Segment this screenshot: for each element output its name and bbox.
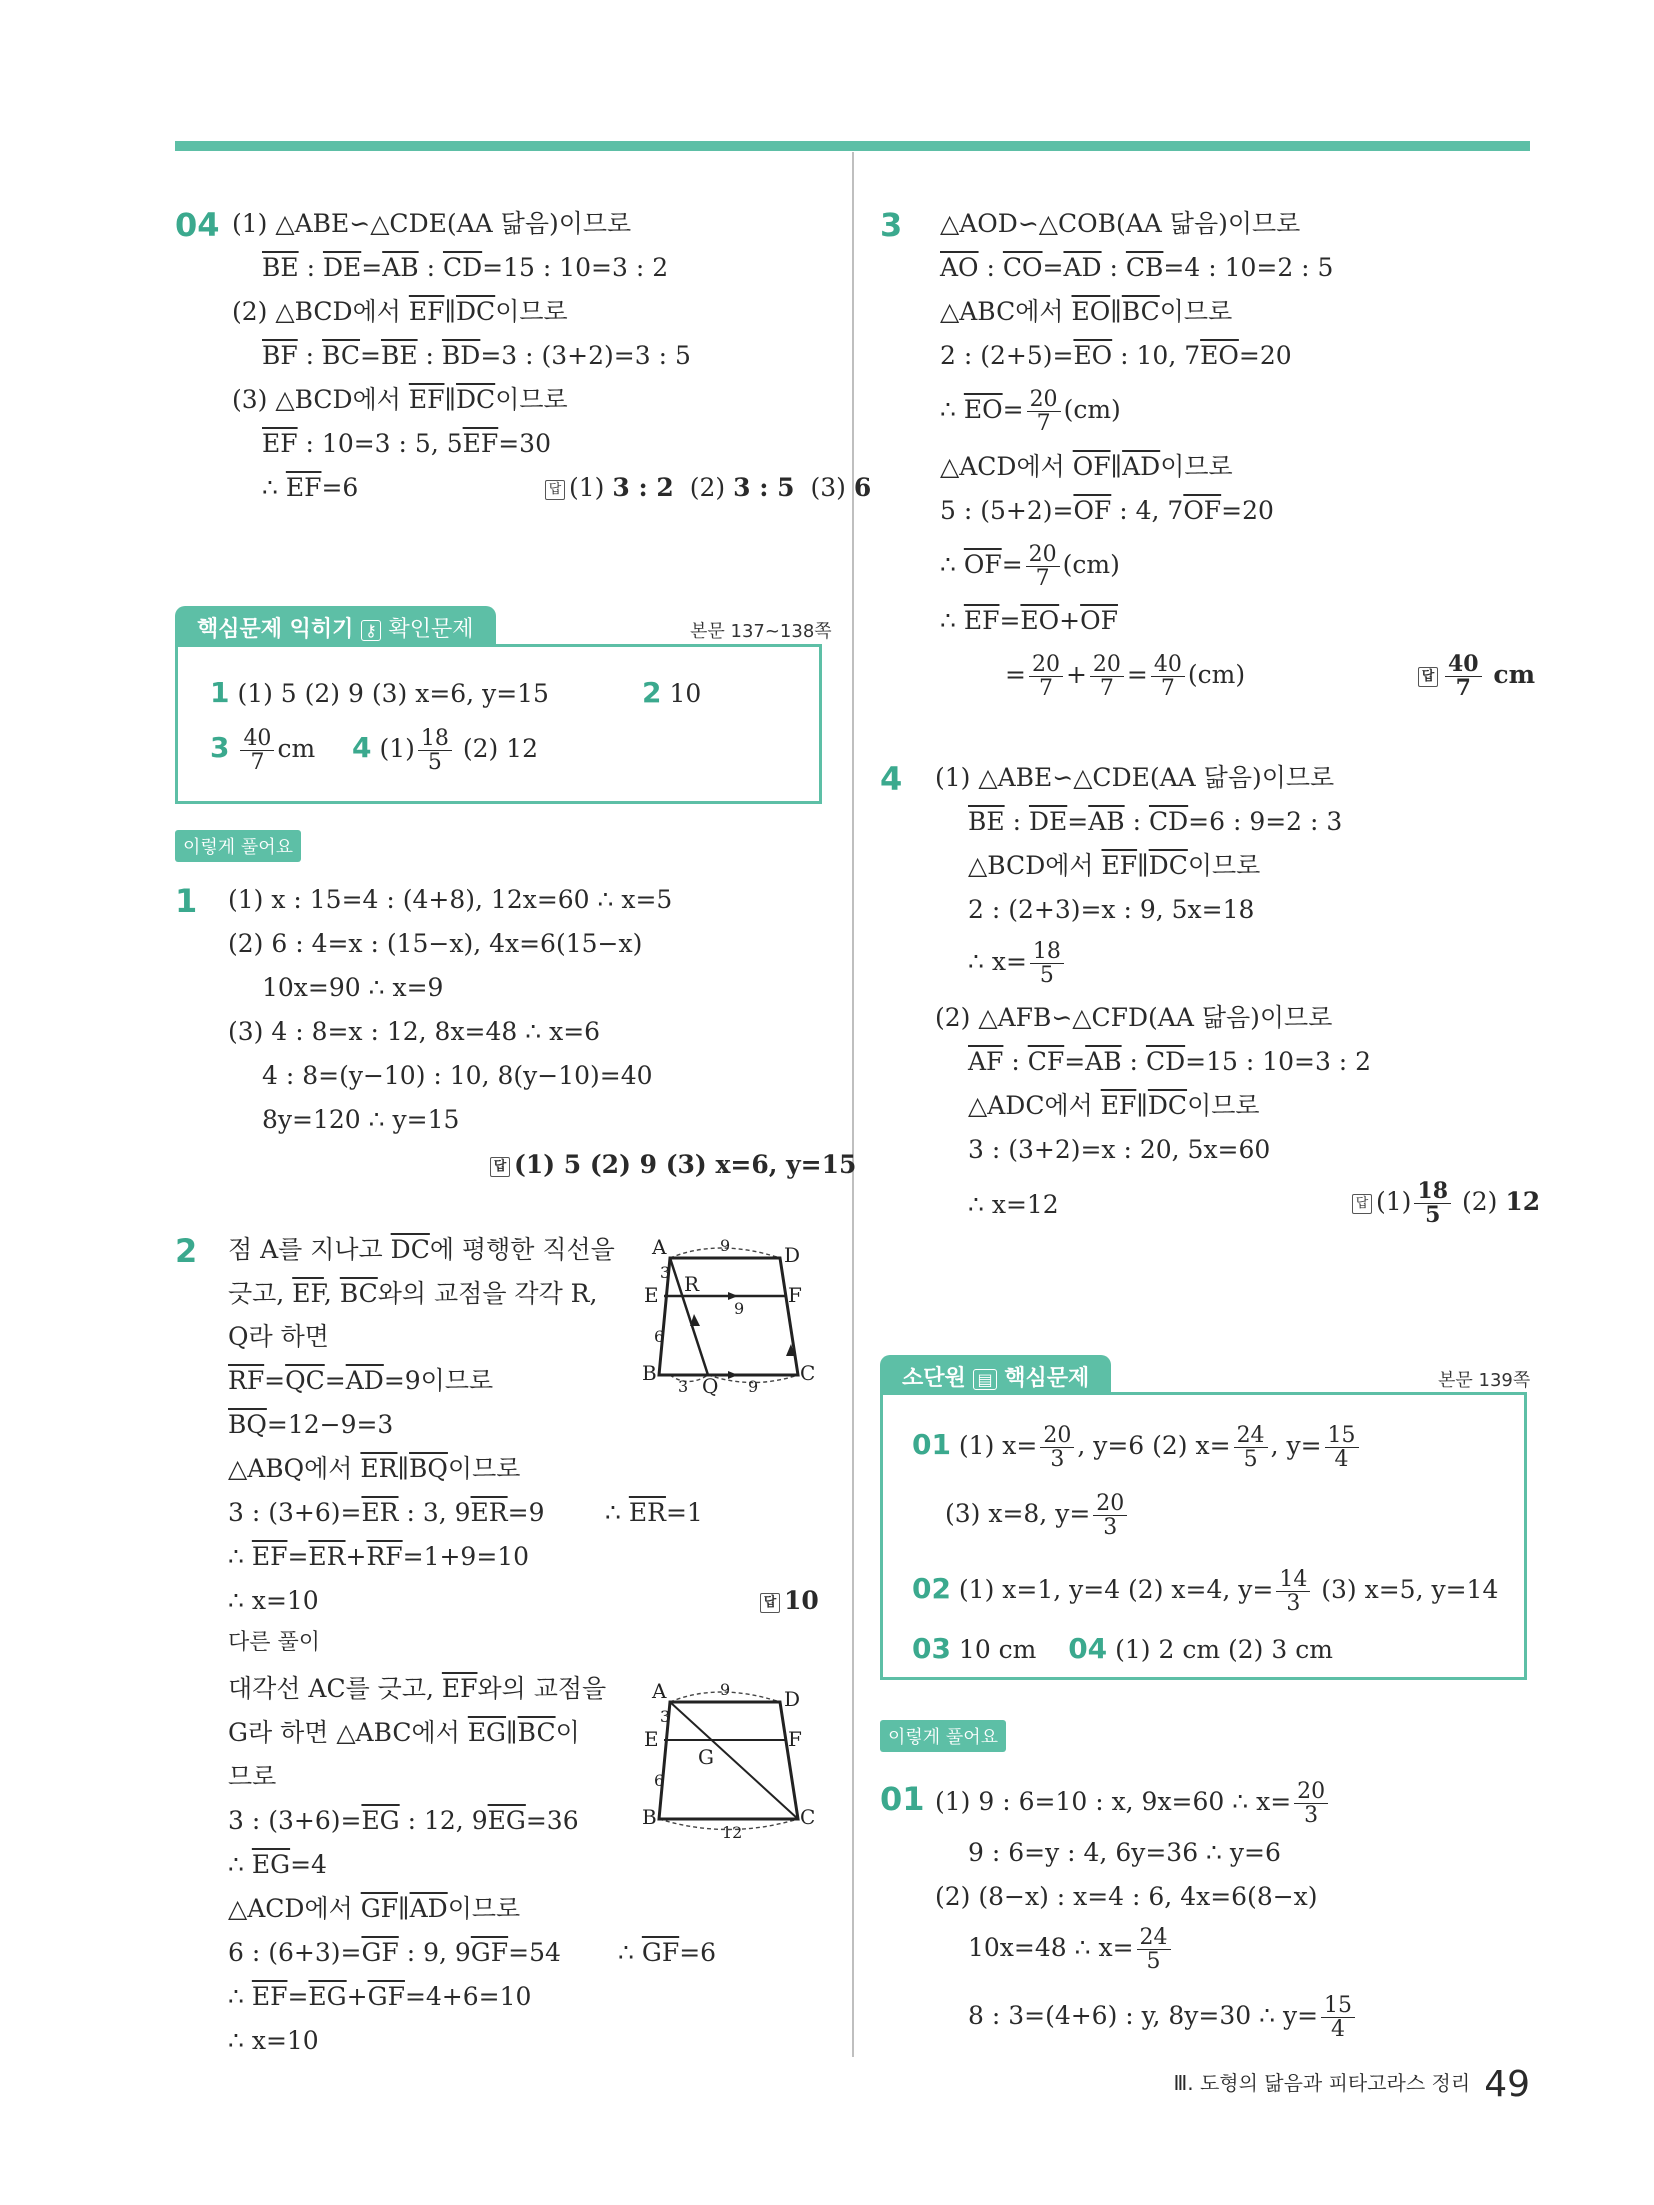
answer-icon: 답: [490, 1157, 510, 1177]
s2-answer: 답 10: [760, 1586, 819, 1616]
solution-number: 3: [880, 206, 903, 244]
s4-answer: 답 (1) $\frac{18}{5}$ (2) 12: [1352, 1180, 1540, 1227]
s2-alt-line9: ∴ x=10: [228, 2026, 319, 2055]
s1-line5: 4 : 8=(y−10) : 10, 8(y−10)=40: [262, 1061, 653, 1090]
s3-line1: △AOD∽△COB(AA 닮음)이므로: [940, 209, 1301, 238]
answer-icon: 답: [1352, 1194, 1372, 1214]
s4-line10: ∴ x=12: [968, 1190, 1059, 1219]
p04-line4: $\overline{BF}$ : $\overline{BC}=\overline{BE}$ : $\overline{BD}=3$ : (3+2)=3 : 5: [262, 341, 691, 370]
s4-line9: 3 : (3+2)=x : 20, 5x=60: [968, 1135, 1271, 1164]
s1-answer: 답 (1) 5 (2) 9 (3) x=6, y=15: [490, 1150, 856, 1180]
core-box-ref: 본문 137~138쪽: [690, 621, 832, 642]
unit-box-tab: 소단원 ▤ 핵심문제: [880, 1355, 1111, 1398]
fig1-len-bq: 3: [678, 1377, 689, 1396]
s2-line7: 3 : $(3+6)=\overline{ER}$ : 3, $9\overline{ER}=9$: [228, 1498, 545, 1527]
s1-line1: (1) x : 15=4 : (4+8), 12x=60 ∴ x=5: [228, 885, 673, 914]
core-answer-3: 3 $\frac{40}{7}$ cm: [210, 726, 316, 776]
s3-line9: ∴ $\overline{EF}=\overline{EO}+\overline{OF}$: [940, 606, 1118, 635]
p04-line1: (1) △ABE∽△CDE(AA 닮음)이므로: [232, 209, 632, 238]
solve-label-right: 이렇게 풀어요: [880, 1720, 1006, 1752]
key-icon: ⚷: [361, 620, 381, 641]
fig1-label-e: E: [644, 1283, 659, 1307]
fig1-label-c: C: [800, 1361, 816, 1385]
fig2-len-e3: 3: [660, 1707, 671, 1726]
s3-line8: ∴ $\overline{OF}=$ $\frac{20}{7}$ (cm): [940, 542, 1120, 592]
u01-line2: 9 : 6=y : 4, 6y=36 ∴ y=6: [968, 1838, 1281, 1867]
fig2-len-bottom: 12: [722, 1823, 743, 1842]
fig2-len-e6: 6: [654, 1771, 665, 1790]
fig2-label-c: C: [800, 1805, 816, 1829]
top-accent-bar: [175, 141, 1530, 151]
s3-line6: △ACD에서 $\overline{OF}\parallel\overline{AD}$이므로: [940, 452, 1233, 481]
solution-number: 1: [175, 882, 198, 920]
core-answer-box: [175, 644, 822, 804]
core-box-tab: 핵심문제 익히기 ⚷ 확인문제: [175, 606, 496, 649]
fig2-label-g: G: [698, 1745, 714, 1769]
s2-alt-line1: 대각선 AC를 긋고, $\overline{EF}$와의 교점을: [228, 1674, 607, 1703]
s2-line2: 긋고, $\overline{EF}$, $\overline{BC}$와의 교점을 각각 R,: [228, 1279, 598, 1308]
u01-line5: 8 : 3=(4+6) : y, 8y=30 ∴ y= $\frac{15}{4}$: [968, 1994, 1358, 2041]
p04-line2: $\overline{BE}$ : $\overline{DE}=\overline{AB}$ : $\overline{CD}=15$ : 10=3 : 2: [262, 253, 669, 282]
s3-line5: ∴ $\overline{EO}=$ $\frac{20}{7}$ (cm): [940, 387, 1121, 437]
p04-line3: (2) △BCD에서 $\overline{EF}\parallel\overline{DC}$이므로: [232, 297, 568, 326]
column-divider: [852, 152, 854, 2057]
s3-line4: 2 : $(2+5)=\overline{EO}$ : 10, $7\overline{EO}=20$: [940, 341, 1292, 370]
problem-number: 04: [175, 206, 220, 244]
s4-line8: △ADC에서 $\overline{EF}\parallel\overline{DC}$이므로: [968, 1091, 1260, 1120]
s2-line3: Q라 하면: [228, 1322, 329, 1351]
unit-answer-1-cont: (3) x=8, y= $\frac{20}{3}$: [945, 1492, 1130, 1539]
page-footer: [1173, 2064, 1530, 2105]
u01-line1: (1) 9 : 6=10 : x, 9x=60 ∴ x= $\frac{20}{3}$: [935, 1780, 1331, 1827]
fig1-label-a: A: [652, 1235, 667, 1259]
solution-number: 4: [880, 760, 903, 798]
answer-icon: 답: [1418, 667, 1438, 687]
trapezoid-figure-1: [628, 1228, 828, 1398]
s3-line3: △ABC에서 $\overline{EO}\parallel\overline{BC}$이므로: [940, 297, 1233, 326]
document-icon: ▤: [973, 1369, 996, 1390]
s2-line5: $\overline{BQ}=12-9=3$: [228, 1410, 394, 1439]
s2-line1: 점 A를 지나고 $\overline{DC}$에 평행한 직선을: [228, 1235, 615, 1264]
s4-line7: $\overline{AF}$ : $\overline{CF}=\overline{AB}$ : $\overline{CD}=15$ : 10=3 : 2: [968, 1047, 1372, 1076]
s2-line4: $\overline{RF}=\overline{QC}=\overline{AD}=9$이므로: [228, 1366, 494, 1395]
core-answer-4: 4 (1) $\frac{18}{5}$ (2) 12: [352, 726, 538, 776]
fig2-label-a: A: [652, 1679, 667, 1703]
s2-line7-result: ∴ $\overline{ER}=1$: [605, 1498, 703, 1527]
answer-icon: 답: [545, 480, 565, 500]
solution-number: 01: [880, 1780, 925, 1818]
fig1-label-q: Q: [702, 1374, 719, 1398]
fig1-len-mid: 9: [734, 1299, 745, 1318]
s4-line1: (1) △ABE∽△CDE(AA 닮음)이므로: [935, 763, 1335, 792]
core-answer-1: 1 (1) 5 (2) 9 (3) x=6, y=15: [210, 676, 549, 709]
s4-line6: (2) △AFB∽△CFD(AA 닮음)이므로: [935, 1003, 1333, 1032]
s1-line2: (2) 6 : 4=x : (15−x), 4x=6(15−x): [228, 929, 643, 958]
unit-answer-2: 02 (1) x=1, y=4 (2) x=4, y= $\frac{14}{3}$ (3) x=5, y=14: [912, 1567, 1499, 1617]
s1-line4: (3) 4 : 8=x : 12, 8x=48 ∴ x=6: [228, 1017, 601, 1046]
fig1-label-r: R: [684, 1272, 700, 1296]
alt-solution-title: 다른 풀이: [228, 1630, 321, 1655]
u01-line3: (2) (8−x) : x=4 : 6, 4x=6(8−x): [935, 1882, 1318, 1911]
s3-line7: 5 : $(5+2)=\overline{OF}$ : 4, $7\overline{OF}=20$: [940, 496, 1274, 525]
fig2-label-e: E: [644, 1727, 659, 1751]
footer-chapter: Ⅲ. 도형의 닮음과 피타고라스 정리: [1173, 2071, 1471, 2095]
s2-alt-line7-result: ∴ $\overline{GF}=6$: [618, 1938, 717, 1967]
fig1-len-e3: 3: [660, 1263, 671, 1282]
fig2-label-d: D: [784, 1687, 801, 1711]
unit-answer-3-4: 03 10 cm 04 (1) 2 cm (2) 3 cm: [912, 1632, 1333, 1665]
fig1-label-b: B: [642, 1361, 657, 1385]
s2-line6: △ABQ에서 $\overline{ER}\parallel\overline{BQ}$이므로: [228, 1454, 521, 1483]
core-answer-2: 2 10: [642, 676, 702, 709]
s3-answer: 답 $\frac{40}{7}$ cm: [1418, 653, 1535, 700]
s2-alt-line2: G라 하면 △ABC에서 $\overline{EG}\parallel\overline{BC}$이: [228, 1718, 580, 1747]
solution-number: 2: [175, 1232, 198, 1270]
s2-alt-line5: ∴ $\overline{EG}=4$: [228, 1850, 327, 1879]
fig1-len-qc: 9: [748, 1377, 759, 1396]
p04-answer: 답 (1) 3 : 2 (2) 3 : 5 (3) 6: [545, 473, 871, 503]
u01-line4: 10x=48 ∴ x= $\frac{24}{5}$: [968, 1926, 1174, 1973]
s4-line4: 2 : (2+3)=x : 9, 5x=18: [968, 895, 1255, 924]
fig1-label-d: D: [784, 1243, 801, 1267]
s1-line6: 8y=120 ∴ y=15: [262, 1105, 460, 1134]
s2-line9: ∴ x=10: [228, 1586, 319, 1615]
fig1-label-f: F: [788, 1283, 802, 1307]
s2-alt-line8: ∴ $\overline{EF}=\overline{EG}+\overline{GF}=4+6=10$: [228, 1982, 532, 2011]
trapezoid-figure-2: [628, 1672, 828, 1842]
s4-line5: ∴ x= $\frac{18}{5}$: [968, 940, 1067, 987]
s4-line3: △BCD에서 $\overline{EF}\parallel\overline{DC}$이므로: [968, 851, 1261, 880]
p04-line7: ∴ $\overline{EF}=6$: [262, 473, 359, 502]
unit-box-ref: 본문 139쪽: [1438, 1370, 1531, 1391]
s2-alt-line3: 므로: [228, 1762, 277, 1791]
s4-line2: $\overline{BE}$ : $\overline{DE}=\overline{AB}$ : $\overline{CD}=6$ : 9=2 : 3: [968, 807, 1343, 836]
s1-line3: 10x=90 ∴ x=9: [262, 973, 444, 1002]
s2-alt-line4: 3 : $(3+6)=\overline{EG}$ : 12, $9\overline{EG}=36$: [228, 1806, 579, 1835]
s2-alt-line6: △ACD에서 $\overline{GF}\parallel\overline{AD}$이므로: [228, 1894, 521, 1923]
fig2-label-b: B: [642, 1805, 657, 1829]
p04-line6: $\overline{EF}$ : 10=3 : 5, $5\overline{EF}=30$: [262, 429, 551, 458]
s2-alt-line7: 6 : $(6+3)=\overline{GF}$ : 9, $9\overline{GF}=54$: [228, 1938, 561, 1967]
fig2-label-f: F: [788, 1727, 802, 1751]
fig2-len-top: 9: [720, 1680, 731, 1699]
answer-icon: 답: [760, 1593, 780, 1613]
fig1-len-e6: 6: [654, 1327, 665, 1346]
s3-line2: $\overline{AO}$ : $\overline{CO}=\overline{AD}$ : $\overline{CB}=4$ : 10=2 : 5: [940, 253, 1334, 282]
s3-line10: = $\frac{20}{7}$ + $\frac{20}{7}$ = $\frac{40}{7}$ (cm): [1005, 652, 1246, 702]
fig1-len-top: 9: [720, 1236, 731, 1255]
unit-answer-1: 01 (1) x= $\frac{20}{3}$ , y=6 (2) x= $\frac{24}{5}$ , y= $\frac{15}{4}$: [912, 1424, 1362, 1471]
solve-label: 이렇게 풀어요: [175, 830, 301, 862]
p04-line5: (3) △BCD에서 $\overline{EF}\parallel\overline{DC}$이므로: [232, 385, 568, 414]
s2-line8: ∴ $\overline{EF}=\overline{ER}+\overline{RF}=1+9=10$: [228, 1542, 530, 1571]
page-number: 49: [1484, 2064, 1530, 2105]
